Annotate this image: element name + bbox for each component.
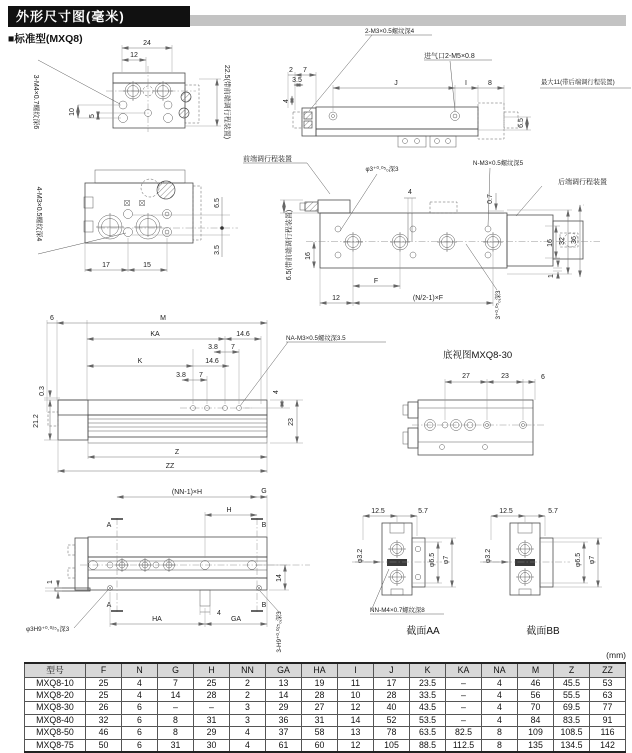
value-cell: 6 <box>122 702 158 714</box>
side-view-lower <box>33 315 386 473</box>
value-cell: 45.5 <box>554 677 590 689</box>
column-header: KA <box>446 663 482 677</box>
dim-label: φ6.5 <box>575 552 582 568</box>
dim-label: 21.2 <box>33 414 40 428</box>
model-cell: MXQ8-10 <box>25 677 86 689</box>
table-row <box>25 739 626 752</box>
dim-label: φ3.2 <box>485 548 492 564</box>
dim-label: 4 <box>217 610 221 617</box>
value-cell: 8 <box>158 714 194 726</box>
value-cell: 29 <box>266 702 302 714</box>
section-marker: A <box>106 522 112 529</box>
value-cell: 11 <box>338 677 374 689</box>
dim-label: 14 <box>276 574 283 582</box>
value-cell: 13 <box>266 677 302 689</box>
value-cell: 36 <box>266 714 302 726</box>
value-cell: 134.5 <box>554 739 590 752</box>
height-note-label: 22.5(带前端调行程装置) <box>223 64 230 140</box>
dim-label: 3.8 <box>208 344 218 351</box>
series-label: ■标准型(MXQ8) <box>8 33 83 45</box>
value-cell: 6 <box>122 739 158 752</box>
value-cell: 6 <box>122 727 158 739</box>
value-cell: 135 <box>518 739 554 752</box>
column-header: M <box>518 663 554 677</box>
value-cell: 60 <box>302 739 338 752</box>
value-cell: 63.5 <box>410 727 446 739</box>
pin-hole-label: 3⁺⁰·⁰⁵₀深3 <box>495 290 502 320</box>
table-row <box>25 714 626 726</box>
value-cell: – <box>446 677 482 689</box>
unit-note: (mm) <box>606 650 626 660</box>
value-cell: 109 <box>518 727 554 739</box>
value-cell: 105 <box>374 739 410 752</box>
value-cell: 40 <box>374 702 410 714</box>
front-adjuster-label: 前端调行程装置 <box>243 156 292 163</box>
section-caption: 截面BB <box>526 626 560 637</box>
value-cell: 88.5 <box>410 739 446 752</box>
value-cell: 10 <box>338 689 374 701</box>
underside-view <box>26 488 310 653</box>
column-header: HA <box>302 663 338 677</box>
table-row <box>25 727 626 739</box>
value-cell: 31 <box>158 739 194 752</box>
dim-label: 0.3 <box>39 386 46 396</box>
table-header-row <box>25 663 626 677</box>
column-header: J <box>374 663 410 677</box>
dim-label: φ7 <box>443 555 450 565</box>
dim-label: K <box>137 358 143 365</box>
value-cell: – <box>446 714 482 726</box>
dim-label: 6.5 <box>518 118 525 128</box>
value-cell: 30 <box>194 739 230 752</box>
dim-label: Z <box>174 449 180 456</box>
section-caption: 截面AA <box>406 626 440 637</box>
rear-adjuster-label: 后端调行程装置 <box>558 179 607 186</box>
value-cell: 4 <box>230 739 266 752</box>
value-cell: 12 <box>338 702 374 714</box>
dim-label: 23 <box>501 373 509 380</box>
section-marker: B <box>261 602 267 609</box>
dim-label: 3.5 <box>292 77 302 84</box>
value-cell: 2 <box>230 689 266 701</box>
dim-label: HA <box>152 616 162 623</box>
model-cell: MXQ8-40 <box>25 714 86 726</box>
value-cell: 28 <box>194 689 230 701</box>
top-view <box>280 158 607 320</box>
column-header: G <box>158 663 194 677</box>
dim-label: M <box>160 315 166 322</box>
value-cell: 43.5 <box>410 702 446 714</box>
model-cell: MXQ8-30 <box>25 702 86 714</box>
value-cell: 63 <box>590 689 626 701</box>
dim-label: 17 <box>102 262 110 269</box>
page-title: 外形尺寸图(毫米) <box>8 6 190 27</box>
section-bb <box>480 508 602 637</box>
dim-label: J <box>394 80 398 87</box>
dim-label: 4 <box>408 189 412 196</box>
dim-label: 3.5 <box>214 245 221 255</box>
value-cell: 28 <box>302 689 338 701</box>
value-cell: 19 <box>302 677 338 689</box>
value-cell: 8 <box>482 727 518 739</box>
dim-label: 5.7 <box>418 508 428 515</box>
dim-label: 24 <box>143 40 151 47</box>
value-cell: 91 <box>590 714 626 726</box>
dim-label: 12.5 <box>371 508 385 515</box>
value-cell: 25 <box>194 677 230 689</box>
value-cell: 53 <box>590 677 626 689</box>
bottom-view-mxq8-30 <box>403 349 545 455</box>
dim-label: 16 <box>305 252 312 260</box>
dim-label: F <box>373 278 379 285</box>
value-cell: 58 <box>302 727 338 739</box>
column-header: NA <box>482 663 518 677</box>
value-cell: 7 <box>158 677 194 689</box>
dim-label: 23 <box>288 418 295 426</box>
value-cell: 4 <box>122 677 158 689</box>
value-cell: 14 <box>158 689 194 701</box>
value-cell: 27 <box>302 702 338 714</box>
view-title: 底视图MXQ8-30 <box>443 350 513 361</box>
max-stroke-note: 最大11(带后端调行程装置) <box>541 79 615 86</box>
dim-label: 1 <box>47 580 54 584</box>
thread-spec-label: N-M3×0.5螺纹深5 <box>472 160 524 167</box>
dim-label: 2 <box>289 67 293 74</box>
value-cell: 69.5 <box>554 702 590 714</box>
dim-label: 12 <box>332 295 340 302</box>
model-cell: MXQ8-75 <box>25 739 86 752</box>
value-cell: 25 <box>86 689 122 701</box>
thread-spec-label: 3-M4×0.7螺纹深6 <box>32 74 39 130</box>
value-cell: 70 <box>518 702 554 714</box>
dim-label: 6 <box>541 374 545 381</box>
air-port-label: 进气口2-M5×0.8 <box>424 53 475 60</box>
dim-label: 8 <box>488 80 492 87</box>
value-cell: 28 <box>374 689 410 701</box>
value-cell: – <box>446 702 482 714</box>
value-cell: 8 <box>482 739 518 752</box>
value-cell: – <box>194 702 230 714</box>
dim-label: 0.7 <box>487 194 494 204</box>
value-cell: 4 <box>482 714 518 726</box>
value-cell: 31 <box>194 714 230 726</box>
dim-label: (NN-1)×H <box>171 489 203 496</box>
dim-label: φ3.2 <box>357 548 364 564</box>
dim-label: G <box>261 488 267 495</box>
value-cell: 46 <box>518 677 554 689</box>
value-cell: 52 <box>374 714 410 726</box>
dim-label: φ7 <box>589 555 596 565</box>
dim-label: H <box>226 507 232 514</box>
value-cell: 4 <box>122 689 158 701</box>
value-cell: 112.5 <box>446 739 482 752</box>
value-cell: 50 <box>86 739 122 752</box>
dim-label: 6.5 <box>214 198 221 208</box>
pin-hole-label: φ3⁺⁰·⁰⁵₀深3 <box>365 166 399 173</box>
value-cell: 61 <box>266 739 302 752</box>
dim-label: 15 <box>143 262 151 269</box>
value-cell: 4 <box>230 727 266 739</box>
bottom-view-partial <box>35 170 238 272</box>
pitch-formula-label: (N/2-1)×F <box>412 295 444 302</box>
column-header: 型号 <box>25 663 86 677</box>
value-cell: 108.5 <box>554 727 590 739</box>
value-cell: 12 <box>338 739 374 752</box>
value-cell: 2 <box>230 677 266 689</box>
value-cell: 32 <box>86 714 122 726</box>
dim-label: I <box>465 80 467 87</box>
column-header: N <box>122 663 158 677</box>
value-cell: 23.5 <box>410 677 446 689</box>
value-cell: 37 <box>266 727 302 739</box>
dim-label: 12.5 <box>499 508 513 515</box>
section-marker: A <box>106 602 112 609</box>
side-view <box>243 26 631 194</box>
model-cell: MXQ8-20 <box>25 689 86 701</box>
dim-label: 36 <box>571 236 578 244</box>
value-cell: 25 <box>86 677 122 689</box>
thread-spec-label: NN-M4×0.7螺纹深8 <box>370 607 425 614</box>
value-cell: 6 <box>122 714 158 726</box>
dim-label: 7 <box>303 67 307 74</box>
dim-label: ZZ <box>165 463 175 470</box>
section-marker: B <box>261 522 267 529</box>
dowel-hole-label: 3-H9⁺⁰·⁰²⁵₀深3 <box>276 611 283 653</box>
value-cell: 17 <box>374 677 410 689</box>
value-cell: 4 <box>482 702 518 714</box>
dim-label: 7 <box>199 372 203 379</box>
value-cell: 82.5 <box>446 727 482 739</box>
value-cell: 4 <box>482 677 518 689</box>
value-cell: 3 <box>230 702 266 714</box>
thread-spec-label: 2-M3×0.5螺纹深4 <box>365 28 415 35</box>
column-header: F <box>86 663 122 677</box>
value-cell: 142 <box>590 739 626 752</box>
dim-label: 6 <box>50 315 54 322</box>
table-row <box>25 677 626 689</box>
dim-label: 14.6 <box>236 331 250 338</box>
value-cell: 26 <box>86 702 122 714</box>
height-note-label: 6.5(带前端调行程装置) <box>286 209 293 281</box>
dim-label: 7 <box>231 344 235 351</box>
dim-label: 27 <box>462 373 470 380</box>
thread-spec-label: NA-M3×0.5螺纹深3.5 <box>286 335 346 342</box>
value-cell: 31 <box>302 714 338 726</box>
dim-label: 4 <box>273 390 280 394</box>
value-cell: – <box>158 702 194 714</box>
value-cell: 56 <box>518 689 554 701</box>
front-view <box>32 40 232 139</box>
dim-label: 12 <box>130 52 138 59</box>
value-cell: 55.5 <box>554 689 590 701</box>
dim-label: 10 <box>69 108 76 116</box>
value-cell: 53.5 <box>410 714 446 726</box>
value-cell: 14 <box>338 714 374 726</box>
model-cell: MXQ8-50 <box>25 727 86 739</box>
value-cell: – <box>446 689 482 701</box>
column-header: Z <box>554 663 590 677</box>
value-cell: 77 <box>590 702 626 714</box>
column-header: K <box>410 663 446 677</box>
thread-spec-label: 4-M3×0.5螺纹深4 <box>35 186 42 242</box>
spec-table <box>24 662 626 753</box>
dim-label: 5 <box>89 114 96 118</box>
value-cell: 8 <box>158 727 194 739</box>
column-header: GA <box>266 663 302 677</box>
dim-label: 5.7 <box>548 508 558 515</box>
value-cell: 116 <box>590 727 626 739</box>
value-cell: 3 <box>230 714 266 726</box>
value-cell: 46 <box>86 727 122 739</box>
table-row <box>25 689 626 701</box>
value-cell: 84 <box>518 714 554 726</box>
dim-label: GA <box>230 616 242 623</box>
value-cell: 14 <box>266 689 302 701</box>
value-cell: 33.5 <box>410 689 446 701</box>
value-cell: 13 <box>338 727 374 739</box>
column-header: I <box>338 663 374 677</box>
value-cell: 29 <box>194 727 230 739</box>
dim-label: 14.6 <box>205 358 219 365</box>
dim-label: 16 <box>547 239 554 247</box>
column-header: NN <box>230 663 266 677</box>
dim-label: φ6.5 <box>429 552 436 568</box>
section-aa <box>352 508 456 637</box>
dim-label: 1 <box>548 274 555 278</box>
dim-label: 32 <box>559 237 566 245</box>
value-cell: 78 <box>374 727 410 739</box>
column-header: ZZ <box>590 663 626 677</box>
column-header: H <box>194 663 230 677</box>
value-cell: 4 <box>482 689 518 701</box>
value-cell: 83.5 <box>554 714 590 726</box>
dim-label: 4 <box>283 99 290 103</box>
table-row <box>25 702 626 714</box>
dowel-hole-label: φ3H9⁺⁰·⁰²⁵₀深3 <box>26 626 70 633</box>
dim-label: 3.8 <box>176 372 186 379</box>
dim-label: KA <box>150 331 160 338</box>
